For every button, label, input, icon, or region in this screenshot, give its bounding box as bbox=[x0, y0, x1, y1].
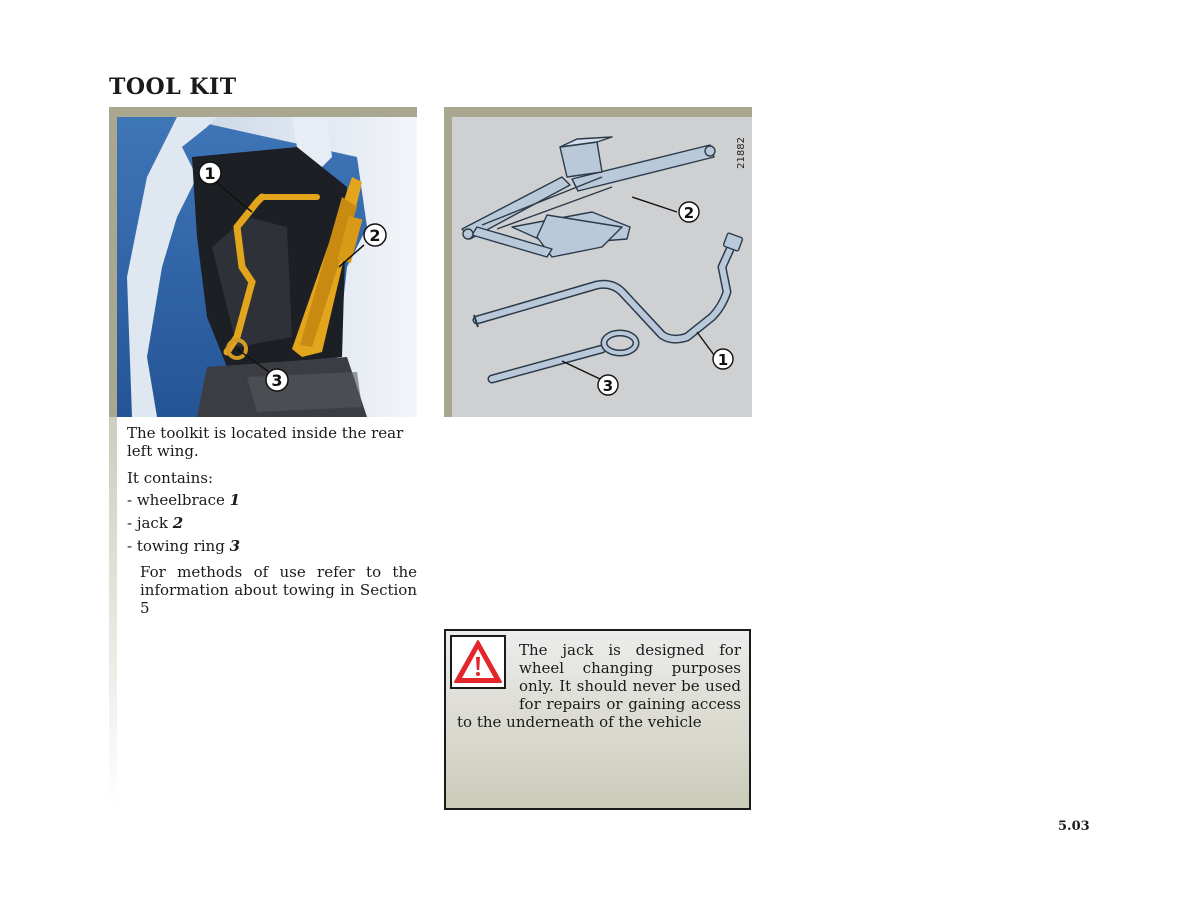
svg-text:2: 2 bbox=[683, 204, 695, 222]
contains-label: It contains: bbox=[127, 469, 213, 487]
list-item-jack: - jack 2 bbox=[127, 514, 184, 532]
body-text bbox=[127, 424, 417, 626]
callout-1 bbox=[199, 162, 221, 184]
page-number: 5.03 bbox=[1058, 819, 1090, 834]
item-number: 3 bbox=[229, 537, 240, 555]
svg-text:1: 1 bbox=[717, 351, 729, 369]
callout-2 bbox=[364, 224, 386, 246]
tools-diagram bbox=[452, 117, 752, 417]
callout-1 bbox=[713, 349, 733, 369]
item-number: 1 bbox=[229, 491, 241, 509]
svg-text:3: 3 bbox=[602, 377, 614, 395]
diagram-reference-code: 21882 bbox=[736, 137, 747, 169]
page-title: TOOL KIT bbox=[109, 74, 237, 100]
list-item-wheelbrace: - wheelbrace 1 bbox=[127, 491, 241, 509]
toolkit-location-photo bbox=[117, 117, 417, 417]
note-paragraph: For methods of use refer to the information about towing in Section 5 bbox=[140, 563, 417, 617]
item-number: 2 bbox=[172, 514, 184, 532]
list-item-towing-ring: - towing ring 3 bbox=[127, 537, 240, 555]
warning-box bbox=[444, 629, 751, 810]
svg-text:1: 1 bbox=[204, 164, 216, 183]
warning-text: The jack is designed for wheel changing purposes only. It should never be used for repairs or gaining access to the underneath of the vehicle bbox=[457, 641, 741, 731]
jack-illustration bbox=[462, 137, 715, 257]
callout-3 bbox=[266, 369, 288, 391]
callout-3 bbox=[598, 375, 618, 395]
svg-text:2: 2 bbox=[369, 226, 381, 245]
towing-ring-illustration bbox=[492, 333, 636, 379]
callout-2 bbox=[679, 202, 699, 222]
svg-text:3: 3 bbox=[271, 371, 283, 390]
intro-paragraph: The toolkit is located inside the rear left wing. bbox=[127, 424, 404, 460]
wheelbrace-illustration bbox=[474, 233, 743, 339]
